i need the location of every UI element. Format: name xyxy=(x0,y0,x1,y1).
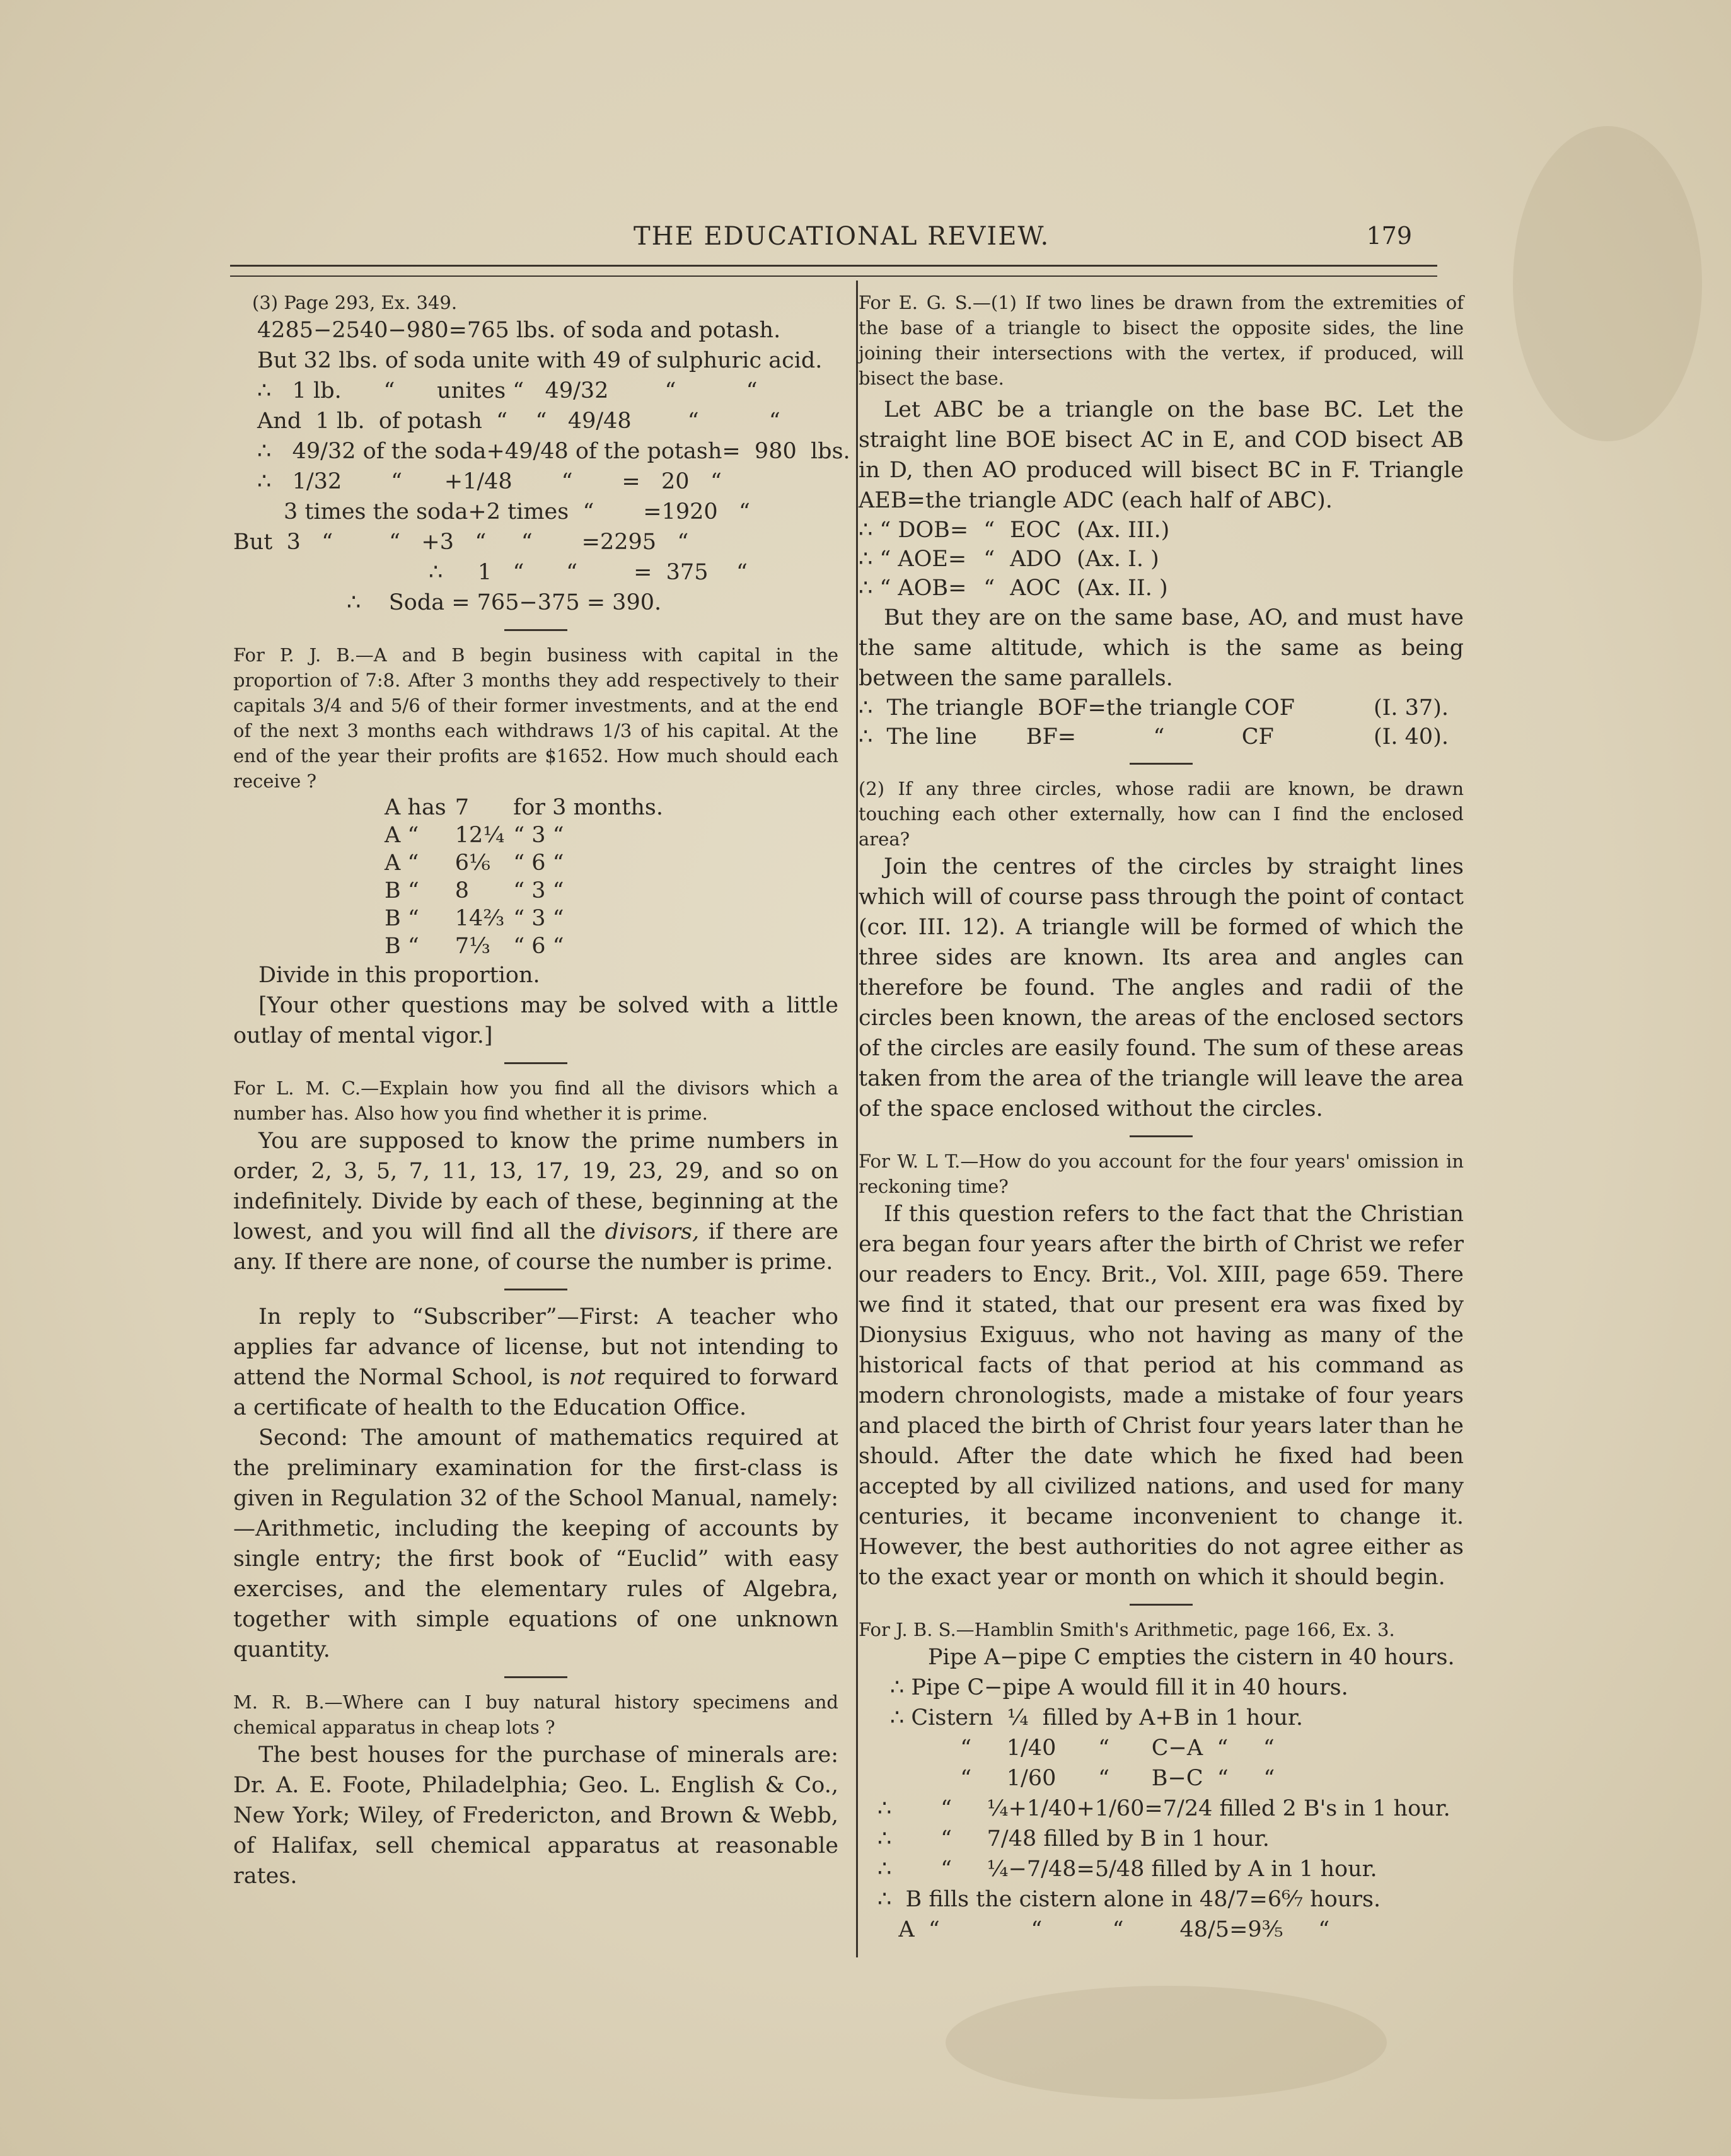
math-line: Pipe A−pipe C empties the cistern in 40 hours. xyxy=(928,1645,1455,1670)
pjb-note: [Your other questions may be solved with a little outlay of mental vigor.] xyxy=(233,993,838,1048)
circles-question: (2) If any three circles, whose radii are known, be drawn touching each other externally, how can I find the enclosed area? xyxy=(859,778,1464,850)
math-line: 3 times the soda+2 times “ =1920 “ xyxy=(284,499,750,525)
table-cell: ADO xyxy=(1010,547,1062,572)
q3-heading: (3) Page 293, Ex. 349. xyxy=(252,292,458,313)
left-column xyxy=(233,290,850,1891)
table-cell: B “ xyxy=(385,906,419,931)
column-divider xyxy=(856,281,858,1957)
wlt-question: For W. L T.—How do you account for the four years' omission in reckoning time? xyxy=(859,1150,1464,1197)
table-cell: A “ xyxy=(385,823,419,848)
table-cell: 14⅔ xyxy=(454,906,505,931)
math-line: “ 1/60 “ B−C “ “ xyxy=(890,1766,1275,1791)
jbs-question: For J. B. S.—Hamblin Smith's Arithmetic, page 166, Ex. 3. xyxy=(859,1619,1395,1640)
math-line: “ 1/40 “ C−A “ “ xyxy=(890,1736,1275,1761)
text-run: In reply to “Subscriber”—First: A teacher who applies far advance of license, but not intending to attend the Normal School, is xyxy=(233,1304,838,1390)
page-header xyxy=(230,222,1437,253)
table-row xyxy=(385,905,672,932)
table-row xyxy=(385,849,672,877)
math-line: ∴ 1 lb. “ unites “ 49/32 “ “ xyxy=(257,378,758,403)
math-line: But 32 lbs. of soda unite with 49 of sulphuric acid. xyxy=(257,348,823,373)
table-cell: ∴ “ AOE= xyxy=(859,547,967,572)
math-line: 4285−2540−980=765 lbs. of soda and potash. xyxy=(257,318,781,343)
math-line: A “ “ “ 48/5=9⅗ “ xyxy=(877,1917,1330,1942)
table-cell: 6⅙ xyxy=(454,850,490,876)
mrb-answer: The best houses for the purchase of minerals are: Dr. A. E. Foote, Philadelphia; Geo. L. English & Co., New York; Wiley, of Fredericton, and Brown & Webb, of Halifax, sell chemical apparatus at reasonable rates. xyxy=(233,1742,838,1889)
table-cell: B “ xyxy=(385,934,419,959)
section-rule xyxy=(504,1676,567,1678)
table-row xyxy=(385,932,672,960)
section-rule xyxy=(1130,1135,1193,1137)
table-cell: 7 xyxy=(454,795,470,820)
table-cell: (Ax. II. ) xyxy=(1077,576,1168,601)
table-cell: “ 3 “ xyxy=(513,878,564,903)
pjb-table xyxy=(385,794,672,960)
paper-stain xyxy=(946,1986,1387,2099)
math-line: ∴ “ ¼−7/48=5/48 filled by A in 1 hour. xyxy=(877,1857,1377,1882)
math-line: ∴ Soda = 765−375 = 390. xyxy=(347,590,662,615)
table-cell: (Ax. I. ) xyxy=(1077,547,1159,572)
egs-more: But they are on the same base, AO, and must have the same altitude, which is the same as being between the same parallels. xyxy=(859,605,1464,691)
lmc-answer xyxy=(233,1126,838,1277)
section-rule xyxy=(504,629,567,631)
table-cell: (Ax. III.) xyxy=(1077,518,1170,543)
table-row xyxy=(859,516,1184,545)
section-rule xyxy=(504,1062,567,1064)
table-cell: (I. 37). xyxy=(1373,695,1449,721)
paper-stain xyxy=(1513,126,1702,441)
math-line: And 1 lb. of potash “ “ 49/48 “ “ xyxy=(257,409,780,434)
table-cell: ∴ “ AOB= xyxy=(859,576,967,601)
circles-answer: Join the centres of the circles by straight lines which will of course pass through the point of contact (cor. III. 12). A triangle will be formed of which the three sides are known. Its area and angles can therefore be found. The angles and radii of the circles been known, the areas of the enclosed sectors of the circles are easily found. The sum of these areas taken from the area of the triangle will leave the area of the space enclosed without the circles. xyxy=(859,854,1464,1121)
table-cell: AOC xyxy=(1010,576,1061,601)
emphasis: not xyxy=(569,1365,606,1390)
math-line: But 3 “ “ +3 “ “ =2295 “ xyxy=(233,530,689,555)
table-cell: “ 3 “ xyxy=(513,906,564,931)
table-row xyxy=(385,794,672,821)
table-cell: B “ xyxy=(385,878,419,903)
pjb-divide: Divide in this proportion. xyxy=(258,963,540,988)
table-row xyxy=(859,545,1184,574)
table-cell: ∴ The triangle BOF=the triangle COF xyxy=(859,695,1295,721)
table-cell: A has xyxy=(385,795,446,820)
egs-answer: Let ABC be a triangle on the base BC. Let the straight line BOE bisect AC in E, and COD bisect AB in D, then AO produced will bisect BC in F. Triangle AEB=the triangle ADC (each half of ABC). xyxy=(859,397,1464,513)
table-cell: for 3 months. xyxy=(513,795,664,820)
page-number: 179 xyxy=(1366,222,1412,250)
table-cell: “ xyxy=(983,547,995,572)
table-cell: “ 3 “ xyxy=(513,823,564,848)
subscriber-p2: Second: The amount of mathematics required at the preliminary examination for the first-class is given in Regulation 32 of the School Manual, namely:—Arithmetic, including the keeping of accounts by single entry; the first book of “Euclid” with easy exercises, and the elementary rules of Algebra, together with simple equations of one unknown quantity. xyxy=(233,1425,838,1662)
table-row xyxy=(859,574,1184,603)
table-cell: “ xyxy=(983,576,995,601)
table-cell: A “ xyxy=(385,850,419,876)
mrb-question: M. R. B.—Where can I buy natural history specimens and chemical apparatus in cheap lots ? xyxy=(233,1691,838,1738)
table-cell: (I. 40). xyxy=(1373,724,1449,750)
text-run: if there are any. If there are none, of course the number is prime. xyxy=(233,1219,838,1275)
lmc-question: For L. M. C.—Explain how you find all the divisors which a number has. Also how you find whether it is prime. xyxy=(233,1077,838,1124)
table-cell: ∴ “ DOB= xyxy=(859,518,969,543)
math-line: ∴ Cistern ¼ filled by A+B in 1 hour. xyxy=(890,1705,1303,1730)
table-cell: 8 xyxy=(454,878,470,903)
table-cell: 12¼ xyxy=(454,823,505,848)
math-line: ∴ Pipe C−pipe A would fill it in 40 hours. xyxy=(890,1675,1348,1700)
section-rule xyxy=(504,1289,567,1290)
table-cell: “ 6 “ xyxy=(513,850,564,876)
math-line: ∴ 1/32 “ +1/48 “ = 20 “ xyxy=(257,469,722,494)
text-run: You are supposed to know the prime numbers in order, 2, 3, 5, 7, 11, 13, 17, 19, 23, 29, and so on indefinitely. Divide by each of these, beginning at the lowest, and you will find all the xyxy=(233,1128,838,1244)
math-line: ∴ “ 7/48 filled by B in 1 hour. xyxy=(877,1826,1270,1852)
wlt-answer: If this question refers to the fact that the Christian era began four years after the birth of Christ we refer our readers to Ency. Brit., Vol. XIII, page 659. There we find it stated, that our present era was fixed by Dionysius Exiguus, who not having as many of the historical facts of that period at his command as modern chronologists, made a mistake of four years and placed the birth of Christ four years later than he should. After the date which he fixed had been accepted by all civilized nations, and used for many centuries, it became inconvenient to change it. However, the best authorities do not agree either as to the exact year or month on which it should begin. xyxy=(859,1202,1464,1590)
section-rule xyxy=(1130,763,1193,765)
table-cell: EOC xyxy=(1010,518,1062,543)
table-row xyxy=(385,821,672,849)
math-line: ∴ “ ¼+1/40+1/60=7/24 filled 2 B's in 1 hour. xyxy=(877,1796,1450,1821)
table-cell: “ xyxy=(983,518,995,543)
table-row xyxy=(859,722,1464,751)
header-rule xyxy=(230,265,1437,277)
egs-table xyxy=(859,516,1184,603)
table-row xyxy=(859,693,1464,722)
math-line: ∴ 1 “ “ = 375 “ xyxy=(429,560,748,585)
table-cell: 7⅓ xyxy=(454,934,490,959)
right-column xyxy=(859,290,1464,1945)
pjb-question: For P. J. B.—A and B begin business with capital in the proportion of 7:8. After 3 months they add respectively to their capitals 3/4 and 5/6 of their former investments, and at the end of the next 3 months each withdraws 1/3 of his capital. At the end of the year their profits are $1652. How much should each receive ? xyxy=(233,644,838,792)
egs-conclusion xyxy=(859,693,1464,751)
subscriber-p1 xyxy=(233,1302,838,1423)
emphasis: divisors, xyxy=(605,1219,700,1244)
math-line: ∴ 49/32 of the soda+49/48 of the potash= 980 lbs. xyxy=(257,439,850,464)
table-cell: “ 6 “ xyxy=(513,934,564,959)
section-rule xyxy=(1130,1604,1193,1606)
table-row xyxy=(385,877,672,905)
egs-question: For E. G. S.—(1) If two lines be drawn from the extremities of the base of a triangle to bisect the opposite sides, the line joining their intersections with the vertex, if produced, will bisect the base. xyxy=(859,292,1464,389)
table-cell: ∴ The line BF= “ CF xyxy=(859,724,1274,750)
text-run: required to forward a certificate of health to the Education Office. xyxy=(233,1365,838,1420)
math-line: ∴ B fills the cistern alone in 48/7=6⁶⁄₇ hours. xyxy=(877,1887,1381,1912)
running-title: THE EDUCATIONAL REVIEW. xyxy=(634,222,1050,251)
